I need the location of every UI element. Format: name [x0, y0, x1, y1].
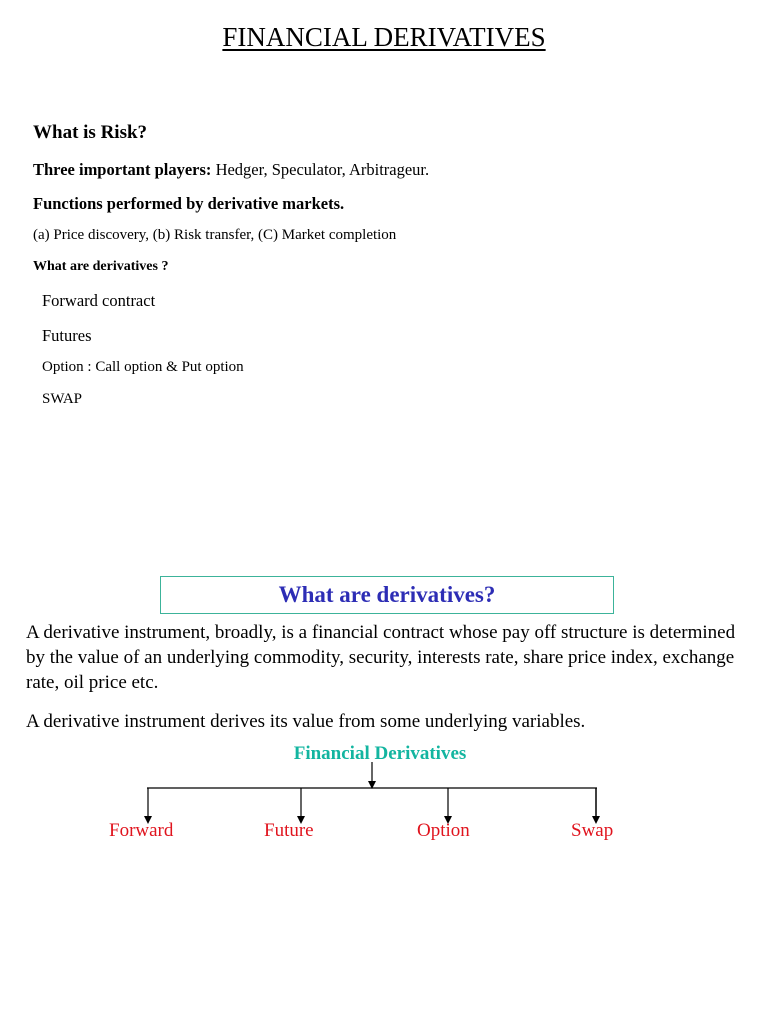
section-heading: What are derivatives?	[278, 582, 496, 607]
value-paragraph: A derivative instrument derives its value from some underlying variables.	[26, 711, 586, 732]
tree-leaf-forward: Forward	[109, 820, 174, 841]
functions-heading: Functions performed by derivative markets.	[33, 194, 345, 213]
derivative-item-swap: SWAP	[42, 391, 83, 407]
page-title: FINANCIAL DERIVATIVES	[222, 22, 546, 52]
tree-leaf-option: Option	[417, 820, 470, 841]
tree-leaf-future: Future	[264, 820, 314, 841]
what-is-risk-heading: What is Risk?	[33, 122, 148, 143]
definition-paragraph: A derivative instrument, broadly, is a financial contract whose pay off structure is determined by the value of an underlying commodity, security, interests rate, share price index, exchange rate, oil price etc.	[26, 622, 736, 693]
players-label: Three important players:	[33, 160, 212, 179]
derivative-item-futures: Futures	[42, 326, 92, 345]
functions-list: (a) Price discovery, (b) Risk transfer, (C) Market completion	[33, 227, 397, 243]
players-value: Hedger, Speculator, Arbitrageur.	[211, 160, 430, 179]
tree-root-label: Financial Derivatives	[293, 743, 467, 764]
tree-leaf-swap: Swap	[571, 820, 614, 841]
derivative-item-option: Option : Call option & Put option	[42, 359, 244, 375]
what-are-derivatives-question: What are derivatives ?	[33, 259, 169, 274]
derivative-item-forward: Forward contract	[42, 291, 156, 310]
